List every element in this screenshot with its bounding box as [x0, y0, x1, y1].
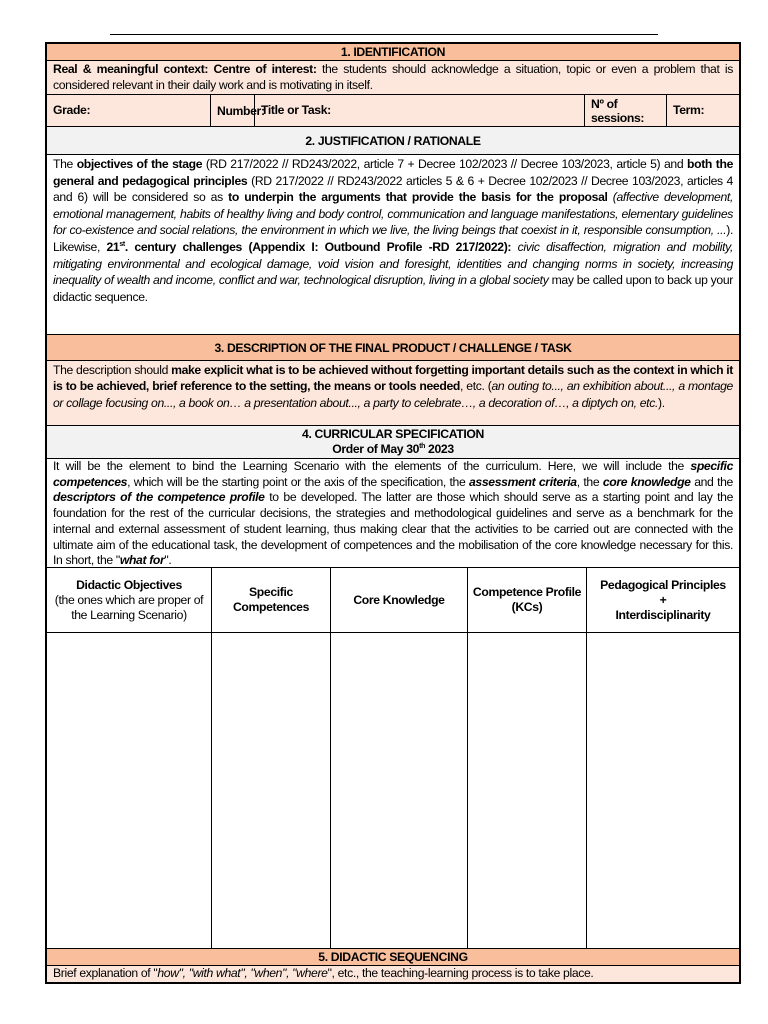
- challenges-title: . century challenges (Appendix I: Outbound Profile -RD 217/2022):: [124, 239, 512, 254]
- sequencing-t1: Brief explanation of ": [53, 966, 158, 980]
- description-text: [47, 361, 739, 426]
- pedagogical-principles-cell[interactable]: [587, 633, 739, 948]
- curricular-bi2: assessment criteria: [469, 474, 577, 489]
- section-4-subtitle: [47, 442, 739, 457]
- order-year: 2023: [425, 442, 454, 456]
- challenges-heading: [106, 240, 511, 254]
- grade-field[interactable]: [47, 95, 211, 126]
- curricular-text: [47, 459, 739, 568]
- section-4-heading: [47, 426, 739, 459]
- curricular-t6: ".: [164, 553, 172, 568]
- curricular-t3: , the: [576, 474, 603, 489]
- term-field[interactable]: [667, 95, 739, 126]
- section-4-title: 4. CURRICULAR SPECIFICATION: [302, 427, 484, 441]
- title-task-label: Title or Task:: [261, 102, 331, 117]
- grade-label: Grade:: [53, 102, 91, 117]
- number-label: Number:: [217, 103, 265, 118]
- sequencing-i1: how", "with what", "when", "where: [157, 966, 328, 980]
- core-knowledge-cell[interactable]: [331, 633, 468, 948]
- term-label: Term:: [673, 102, 705, 117]
- col-specific-competences: [212, 568, 331, 632]
- justification-t2: (RD 217/2022 // RD243/2022, article 7 + Decree 102/2023 // Decree 103/2023, article 5) and: [202, 157, 688, 171]
- competence-profile-cell[interactable]: [468, 633, 587, 948]
- order-date: Order of May 30: [332, 442, 420, 456]
- description-t2: , etc. (: [459, 379, 492, 394]
- sessions-field[interactable]: [585, 95, 667, 126]
- curricular-t2: , which will be the starting point or the axis of the specification, the: [127, 474, 469, 489]
- section-3-heading: [47, 335, 739, 361]
- col4-title: Competence Profile (KCs): [472, 585, 582, 614]
- header-rule: [110, 34, 658, 35]
- specific-competences-cell[interactable]: [212, 633, 331, 948]
- identification-fields: [47, 95, 739, 127]
- context-label: Real & meaningful context: Centre of interest:: [53, 62, 317, 76]
- challenges-sup: st: [119, 240, 125, 248]
- curricular-bi3: core knowledge: [602, 474, 691, 489]
- curricular-t5: to be developed. The latter are those which should serve as a starting point and lay the foundation for the rest of the curricular decisions, the strategies and methodological guidelines and serve as a benchmark for the internal and external assessment of student learning, thus making clear that the activities to be carried out are connected with the ultimate aim of the educational task, the development of competences and the mobilisation of the core knowledge necessary for this. In short, the ": [53, 490, 733, 568]
- justification-b2: both the general and pedagogical principles: [53, 157, 733, 188]
- sessions-label: Nº of sessions:: [591, 96, 645, 125]
- col2-title: Specific Competences: [232, 585, 310, 614]
- number-field[interactable]: [211, 95, 265, 126]
- col-competence-profile: [468, 568, 587, 632]
- justification-text: [47, 155, 739, 335]
- col5-title-b: Interdisciplinarity: [615, 607, 711, 622]
- justification-i1: (affective development, emotional management, habits of healthy living and body control, communication and language manifestations, elementary guidelines for co-existence and social relations, the environment in which we live, the living beings that coexist in it, responsible consumption, ...: [53, 190, 733, 238]
- section-2-heading: [47, 127, 739, 155]
- title-task-field[interactable]: [255, 95, 585, 126]
- col3-title: Core Knowledge: [353, 592, 445, 607]
- justification-t5: may be called upon to back up your didactic sequence.: [53, 273, 733, 304]
- curricular-table-header: [47, 568, 739, 632]
- col5-title-a: Pedagogical Principles: [600, 577, 726, 592]
- context-row: [47, 61, 739, 95]
- curricular-t1: It will be the element to bind the Learning Scenario with the elements of the curriculum. Here, we will include the: [53, 459, 691, 473]
- section-1-heading: [47, 44, 739, 61]
- section-3-title: 3. DESCRIPTION OF THE FINAL PRODUCT / CHALLENGE / TASK: [214, 341, 572, 355]
- context-text: the students should acknowledge a situation, topic or even a problem that is considered relevant in their daily work and is motivating in itself.: [53, 62, 733, 92]
- curricular-bi4: descriptors of the competence profile: [53, 490, 265, 505]
- justification-b3: to underpin the arguments that provide the basis for the proposal: [228, 190, 608, 205]
- section-1-title: 1. IDENTIFICATION: [340, 45, 446, 59]
- curricular-bi5: what for: [119, 553, 165, 568]
- justification-i2: civic disaffection, migration and mobility, mitigating environmental and ecological damage, void vision and foresight, identities and changing norms in society, increasing inequality of wealth and income, conflict and war, technological disruption, living in a global society: [53, 239, 733, 288]
- col-didactic-objectives: [47, 568, 212, 632]
- col-core-knowledge: [331, 568, 468, 632]
- description-i1: an outing to..., an exhibition about..., a montage or collage focusing on..., a book on… a presentation about..., a party to celebrate…, a decoration of…, a diptych on, etc.: [53, 379, 733, 410]
- sequencing-t2: ", etc., the teaching-learning process is to take place.: [327, 966, 594, 980]
- curricular-table: [47, 568, 739, 949]
- justification-t3: (RD 217/2022 // RD243/2022 articles 5 & 6 + Decree 102/2023 // Decree 103/2023, articles 4 and 6) will be considered so as: [53, 173, 733, 205]
- curricular-table-body: [47, 632, 739, 948]
- description-t1: The description should: [53, 363, 172, 377]
- sequencing-text: [47, 966, 739, 982]
- col1-title: Didactic Objectives: [76, 577, 182, 592]
- description-b1: make explicit what is to be achieved without forgetting important details such as the context in which it is to be achieved, brief reference to the setting, the means or tools needed: [53, 363, 733, 394]
- didactic-objectives-cell[interactable]: [47, 633, 212, 948]
- justification-b1: objectives of the stage: [76, 157, 203, 171]
- learning-scenario-template: [45, 42, 741, 984]
- order-date-sup: th: [419, 442, 426, 450]
- justification-t4: ). Likewise,: [53, 223, 733, 254]
- curricular-t4: and the: [690, 474, 733, 489]
- col-pedagogical-principles: [587, 568, 739, 632]
- section-5-title: 5. DIDACTIC SEQUENCING: [318, 950, 468, 964]
- description-t3: ).: [657, 395, 665, 410]
- curricular-bi1: specific competences: [53, 459, 733, 489]
- section-5-heading: [47, 949, 739, 966]
- col5-plus: +: [659, 592, 667, 607]
- challenges-21: 21: [106, 239, 120, 254]
- section-2-title: 2. JUSTIFICATION / RATIONALE: [305, 134, 481, 148]
- justification-t1: The: [53, 157, 77, 171]
- col1-subtitle: (the ones which are proper of the Learning Scenario): [54, 592, 204, 622]
